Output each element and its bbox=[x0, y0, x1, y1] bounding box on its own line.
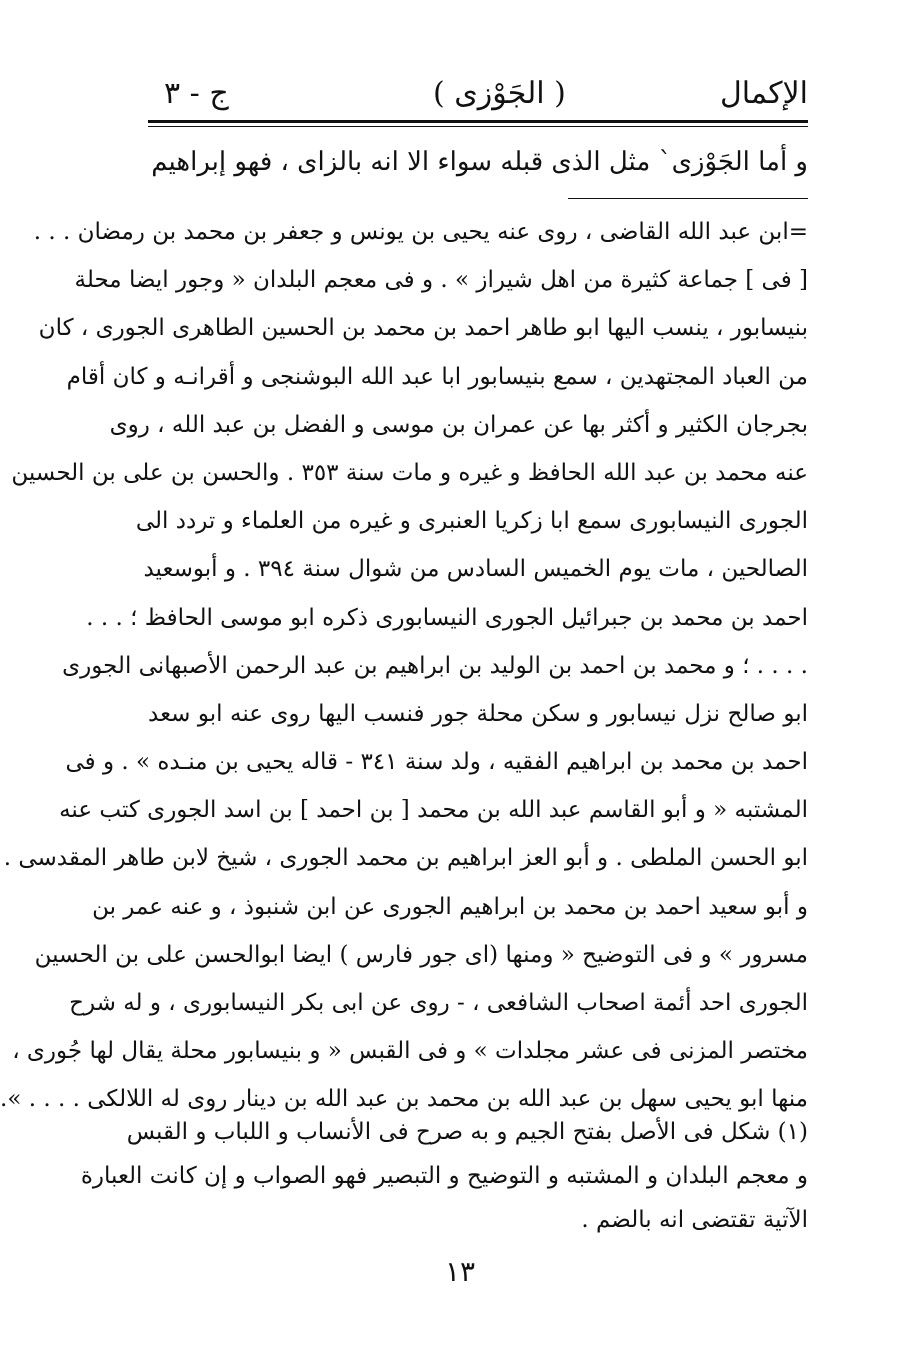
entry-heading: ( الجَوْزى ) bbox=[433, 76, 566, 111]
volume-label: ج - ٣ bbox=[164, 76, 229, 111]
text-line: مختصر المزنى فى عشر مجلدات » و فى القبس « و بنيسابور محلة يقال لها جُورى ، bbox=[12, 1038, 808, 1065]
text-line: و أبو سعيد احمد بن محمد بن ابراهيم الجورى عن ابن شنبوذ ، و عنه عمر بن bbox=[92, 893, 808, 920]
text-line: احمد بن محمد بن ابراهيم الفقيه ، ولد سنة ٣٤١ - قاله يحيى بن منـده » . و فى bbox=[65, 749, 808, 776]
text-line: الجورى النيسابورى سمع ابا زكريا العنبرى و غيره من العلماء و تردد الى bbox=[135, 508, 808, 535]
running-header bbox=[148, 74, 808, 114]
header-rule-thick bbox=[148, 120, 808, 123]
text-line: =ابن عبد الله القاضى ، روى عنه يحيى بن يونس و جعفر بن محمد بن رمضان . . . bbox=[33, 219, 808, 245]
text-line: الصالحين ، مات يوم الخميس السادس من شوال سنة ٣٩٤ . و أبوسعيد bbox=[143, 556, 808, 583]
footnote-line: الآتية تقتضى انه بالضم . bbox=[581, 1207, 808, 1233]
text-line: . . . . ؛ و محمد بن احمد بن الوليد بن ابراهيم بن عبد الرحمن الأصبهانى الجورى bbox=[62, 652, 808, 679]
text-line: ابو الحسن الملطى . و أبو العز ابراهيم بن محمد الجورى ، شيخ لابن طاهر المقدسى . bbox=[3, 845, 808, 872]
header-rule-thin bbox=[148, 126, 808, 127]
text-line: الجورى احد أئمة اصحاب الشافعى ، - روى عن ابى بكر النيسابورى ، و له شرح bbox=[69, 990, 808, 1016]
text-line: ابو صالح نزل نيسابور و سكن محلة جور فنسب اليها روى عنه ابو سعد bbox=[148, 700, 808, 727]
text-line: من العباد المجتهدين ، سمع بنيسابور ابا عبد الله البوشنجى و أقرانـه و كان أقام bbox=[66, 363, 808, 390]
text-line: احمد بن محمد بن جبرائيل الجورى النيسابورى ذكره ابو موسى الحافظ ؛ . . . bbox=[86, 604, 808, 631]
book-title: الإكمال bbox=[719, 76, 808, 111]
text-line: منها ابو يحيى سهل بن عبد الله بن محمد بن عبد الله بن دينار روى له اللالكى . . . . ». bbox=[0, 1086, 808, 1113]
text-line: المشتبه « و أبو القاسم عبد الله بن محمد [ بن احمد ] بن اسد الجورى كتب عنه bbox=[59, 797, 808, 824]
text-line: مسرور » و فى التوضيح « ومنها (اى جور فارس ) ايضا ابوالحسن على بن الحسين bbox=[34, 941, 808, 968]
page-number: ١٣ bbox=[444, 1255, 476, 1288]
text-line: بجرجان الكثير و أكثر بها عن عمران بن موسى و الفضل بن عبد الله ، روى bbox=[109, 411, 808, 438]
footnote-continuation bbox=[0, 208, 808, 1124]
text-line: [ فى ] جماعة كثيرة من اهل شيراز » . و فى معجم البلدان « وجور ايضا محلة bbox=[74, 267, 808, 294]
footnote-line: و معجم البلدان و المشتبه و التوضيح و التبصير فهو الصواب و إن كانت العبارة bbox=[80, 1163, 808, 1189]
main-text-line: و أما الجَوْزى` مثل الذى قبله سواء الا انه بالزاى ، فهو إبراهيم bbox=[151, 147, 808, 177]
text-line: بنيسابور ، ينسب اليها ابو طاهر احمد بن محمد بن الحسين الطاهرى الجورى ، كان bbox=[38, 315, 808, 342]
footnote-line: (١) شكل فى الأصل بفتح الجيم و به صرح فى الأنساب و اللباب و القبس bbox=[126, 1119, 808, 1145]
text-line: عنه محمد بن عبد الله الحافظ و غيره و مات سنة ٣٥٣ . والحسن بن على بن الحسين bbox=[11, 459, 808, 486]
footnote bbox=[80, 1110, 808, 1242]
footnote-separator bbox=[568, 198, 808, 199]
